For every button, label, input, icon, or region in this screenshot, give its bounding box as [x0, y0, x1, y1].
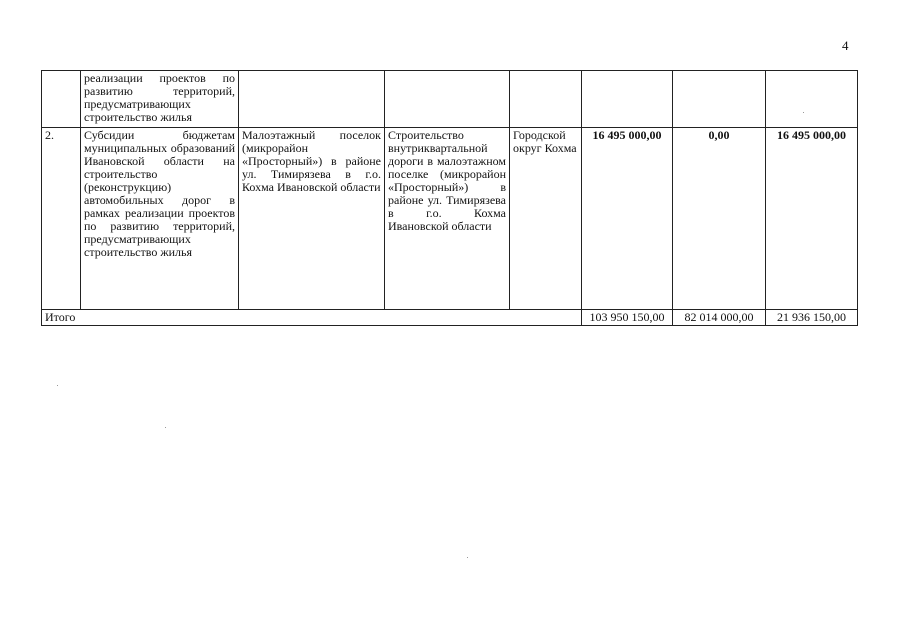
table-row-continuation	[42, 71, 858, 128]
totals-row	[42, 310, 858, 326]
totals-local: 21 936 150,00	[766, 310, 858, 326]
scan-speck	[803, 112, 804, 113]
cell-regional	[673, 71, 766, 128]
budget-table	[41, 70, 858, 326]
cell-project: Малоэтажный поселок (микрорайон «Просторный») в районе ул. Тимирязева в г.о. Кохма Ивановской области	[239, 128, 385, 310]
table-row	[42, 128, 858, 310]
cell-purpose: Субсидии бюджетам муниципальных образований Ивановской области на строительство (реконструкцию) автомобильных дорог в рамках реализации проектов по развитию территорий, предусматривающих строительство жилья	[81, 128, 239, 310]
scan-speck	[467, 557, 468, 558]
cell-local: 16 495 000,00	[766, 128, 858, 310]
cell-total	[582, 71, 673, 128]
scan-speck	[165, 427, 166, 428]
cell-municipality: Городской округ Кохма	[510, 128, 582, 310]
cell-local	[766, 71, 858, 128]
cell-municipality	[510, 71, 582, 128]
page-number: 4	[842, 38, 849, 53]
cell-num: 2.	[42, 128, 81, 310]
cell-total: 16 495 000,00	[582, 128, 673, 310]
totals-total: 103 950 150,00	[582, 310, 673, 326]
scan-speck	[57, 385, 58, 386]
cell-object: Строительство внутриквартальной дороги в малоэтажном поселке (микрорайон «Просторный») в районе ул. Тимирязева в г.о. Кохма Ивановской области	[385, 128, 510, 310]
cell-purpose: реализации проектов по развитию территорий, предусматривающих строительство жилья	[81, 71, 239, 128]
cell-num	[42, 71, 81, 128]
cell-object	[385, 71, 510, 128]
cell-regional: 0,00	[673, 128, 766, 310]
totals-regional: 82 014 000,00	[673, 310, 766, 326]
cell-project	[239, 71, 385, 128]
totals-label: Итого	[42, 310, 582, 326]
